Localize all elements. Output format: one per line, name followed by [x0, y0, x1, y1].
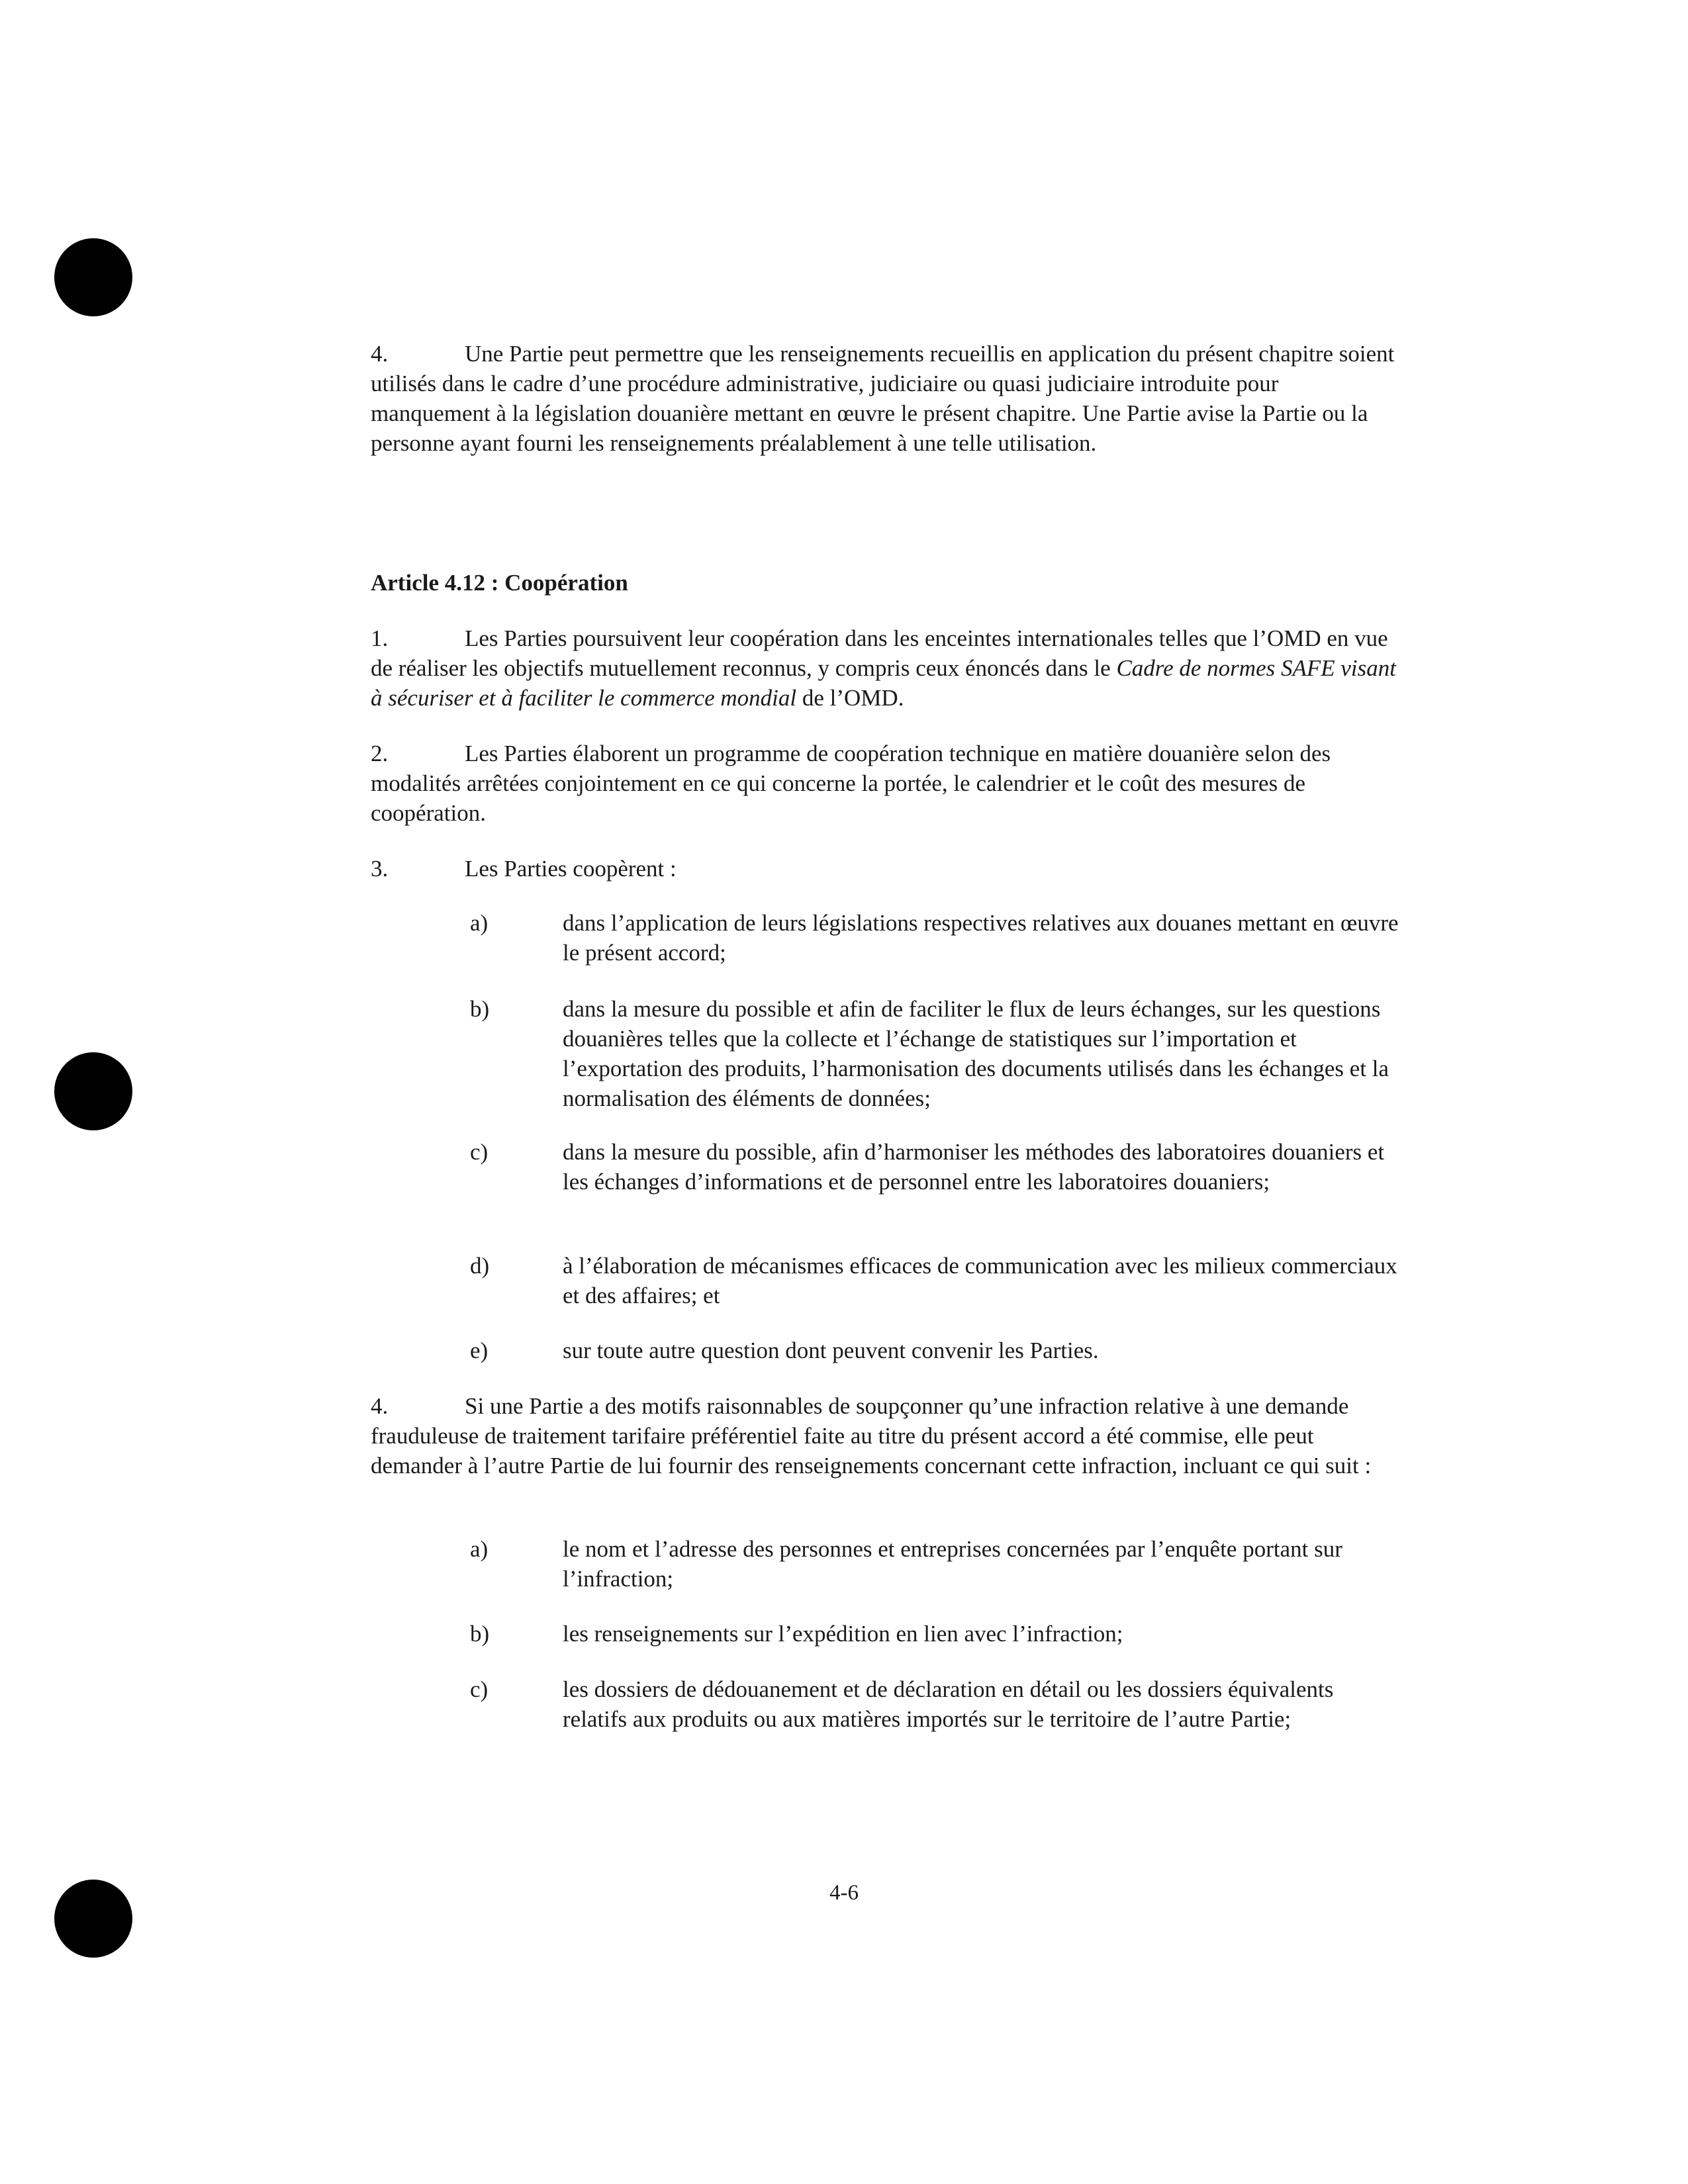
- paragraph-number: 4.: [371, 1393, 389, 1419]
- list-item-3e: [470, 1336, 1403, 1365]
- paragraph-text: Une Partie peut permettre que les renseignements recueillis en application du présent chapitre soient utilisés dans le cadre d’une procédure administrative, judiciaire ou quasi judiciaire introduite pour manquement à la législation douanière mettant en œuvre le présent chapitre. Une Partie avise la Partie ou la personne ayant fourni les renseignements préalablement à une telle utilisation.: [371, 341, 1395, 456]
- paragraph-number: 3.: [371, 856, 389, 882]
- item-text: sur toute autre question dont peuvent convenir les Parties.: [563, 1338, 1099, 1363]
- list-item-3d: [470, 1251, 1403, 1310]
- paragraph-4-top: [371, 339, 1403, 458]
- paragraph-number: 4.: [371, 341, 389, 367]
- item-text: à l’élaboration de mécanismes efficaces de communication avec les milieux commerciaux et des affaires; et: [563, 1253, 1397, 1308]
- paragraph-number: 1.: [371, 625, 389, 651]
- paragraph-4: [371, 1391, 1403, 1480]
- paragraph-text: Les Parties coopèrent :: [465, 856, 677, 882]
- binder-hole-middle: [54, 1052, 132, 1130]
- paragraph-text-italic: Cadre de normes SAFE visant à sécuriser et à faciliter le commerce mondial: [371, 655, 1396, 711]
- paragraph-text-start: Les Parties poursuivent leur coopération dans les enceintes internationales telles que l’OMD en vue de réaliser les objectifs mutuellement reconnus, y compris ceux énoncés dans le: [371, 625, 1388, 681]
- item-label: b): [470, 1621, 490, 1647]
- item-label: a): [470, 1536, 489, 1562]
- item-text: dans l’application de leurs législations respectives relatives aux douanes mettant en œuvre le présent accord;: [563, 910, 1399, 966]
- paragraph-text: Les Parties élaborent un programme de coopération technique en matière douanière selon des modalités arrêtées conjointement en ce qui concerne la portée, le calendrier et le coût des mesures de coopération.: [371, 741, 1331, 826]
- item-label: a): [470, 910, 489, 936]
- item-text: les renseignements sur l’expédition en lien avec l’infraction;: [563, 1621, 1123, 1647]
- paragraph-number: 2.: [371, 741, 389, 766]
- item-text: dans la mesure du possible et afin de faciliter le flux de leurs échanges, sur les questions douanières telles que la collecte et l’échange de statistiques sur l’importation et l’exportation des produits, l’harmonisation des documents utilisés dans les échanges et la normalisation des éléments de données;: [563, 996, 1389, 1111]
- item-text: le nom et l’adresse des personnes et entreprises concernées par l’enquête portant sur l’infraction;: [563, 1536, 1342, 1592]
- article-heading: Article 4.12 : Coopération: [371, 570, 628, 596]
- item-label: c): [470, 1139, 489, 1165]
- list-item-4a: [470, 1534, 1403, 1594]
- item-label: e): [470, 1338, 489, 1363]
- list-item-4c: [470, 1674, 1403, 1734]
- list-item-3a: [470, 908, 1403, 968]
- item-text: dans la mesure du possible, afin d’harmoniser les méthodes des laboratoires douaniers et les échanges d’informations et de personnel entre les laboratoires douaniers;: [563, 1139, 1385, 1195]
- list-item-3b: [470, 994, 1403, 1113]
- item-text: les dossiers de dédouanement et de déclaration en détail ou les dossiers équivalents relatifs aux produits ou aux matières importés sur le territoire de l’autre Partie;: [563, 1676, 1334, 1732]
- paragraph-1: [371, 623, 1403, 713]
- page-number: 4-6: [829, 1881, 859, 1905]
- paragraph-text-end: de l’OMD.: [796, 685, 904, 711]
- item-label: b): [470, 996, 490, 1022]
- list-item-4b: [470, 1619, 1403, 1649]
- paragraph-2: [371, 739, 1403, 828]
- item-label: d): [470, 1253, 490, 1279]
- binder-hole-top: [54, 238, 132, 316]
- paragraph-3: [371, 854, 1403, 884]
- paragraph-text: Si une Partie a des motifs raisonnables de soupçonner qu’une infraction relative à une demande frauduleuse de traitement tarifaire préférentiel faite au titre du présent accord a été commise, elle peut demander à l’autre Partie de lui fournir des renseignements concernant cette infraction, incluant ce qui suit :: [371, 1393, 1372, 1479]
- list-item-3c: [470, 1137, 1403, 1197]
- item-label: c): [470, 1676, 489, 1702]
